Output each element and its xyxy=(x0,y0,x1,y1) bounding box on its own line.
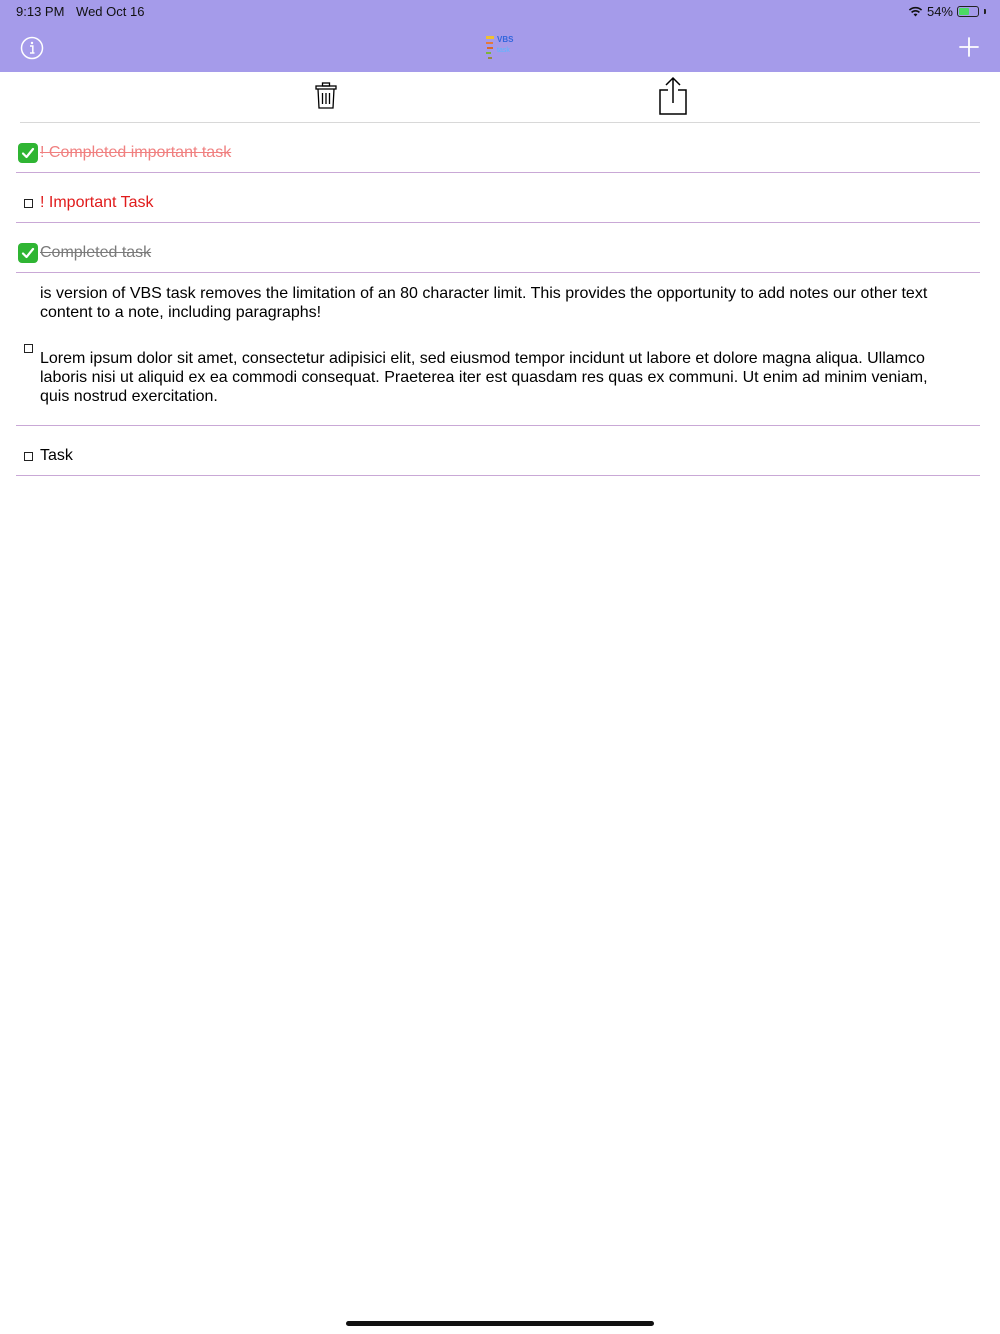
empty-checkbox-icon xyxy=(24,199,33,208)
checkmark-box-icon[interactable] xyxy=(16,143,40,163)
task-row[interactable] xyxy=(16,173,980,223)
share-icon[interactable] xyxy=(658,76,688,116)
task-text: ! Important Task xyxy=(40,194,154,211)
battery-icon xyxy=(957,6,979,17)
info-button[interactable] xyxy=(20,36,44,60)
empty-checkbox-icon[interactable] xyxy=(16,446,40,466)
checkmark-box-icon xyxy=(18,243,38,263)
empty-checkbox-icon[interactable] xyxy=(16,341,40,355)
logo-text-top: VBS xyxy=(497,35,514,44)
task-row[interactable] xyxy=(16,223,980,273)
toolbar xyxy=(20,72,980,123)
task-list xyxy=(0,123,1000,476)
status-time: 9:13 PM xyxy=(16,4,65,19)
header-bar xyxy=(0,0,1000,72)
empty-checkbox-icon xyxy=(24,452,33,461)
checkmark-box-icon xyxy=(18,143,38,163)
status-bar-right xyxy=(908,4,986,19)
task-text: Completed task xyxy=(40,244,152,261)
logo-text-bottom: task xyxy=(497,47,510,54)
task-row[interactable] xyxy=(16,123,980,173)
add-button[interactable] xyxy=(958,36,980,58)
task-text xyxy=(40,284,960,406)
task-row[interactable] xyxy=(16,426,980,476)
status-bar-left xyxy=(16,4,152,19)
trash-icon[interactable] xyxy=(314,82,338,110)
task-paragraph: Lorem ipsum dolor sit amet, consectetur adipisici elit, sed eiusmod tempor incidunt ut labore et dolore magna aliqua. Ullamco laboris nisi ut aliquid ex ea commodi consequat. Praeterea iter est quasdam res quas ex communi. Ut enim ad minim veniam, quis nostrud exercitation. xyxy=(40,350,928,405)
battery-percent: 54% xyxy=(926,4,953,19)
status-date: Wed Oct 16 xyxy=(76,4,145,19)
battery-cap xyxy=(984,9,986,14)
task-text: Task xyxy=(40,447,73,464)
task-text: ! Completed important task xyxy=(40,144,232,161)
home-indicator xyxy=(346,1321,654,1326)
task-row[interactable] xyxy=(16,273,980,426)
empty-checkbox-icon[interactable] xyxy=(16,193,40,213)
checkmark-box-icon[interactable] xyxy=(16,243,40,263)
battery-fill xyxy=(959,8,969,15)
app-logo xyxy=(484,33,516,61)
task-paragraph: is version of VBS task removes the limitation of an 80 character limit. This provides the opportunity to add notes our other text content to a note, including paragraphs! xyxy=(40,285,928,321)
empty-checkbox-icon xyxy=(24,344,33,353)
wifi-icon xyxy=(908,6,923,17)
